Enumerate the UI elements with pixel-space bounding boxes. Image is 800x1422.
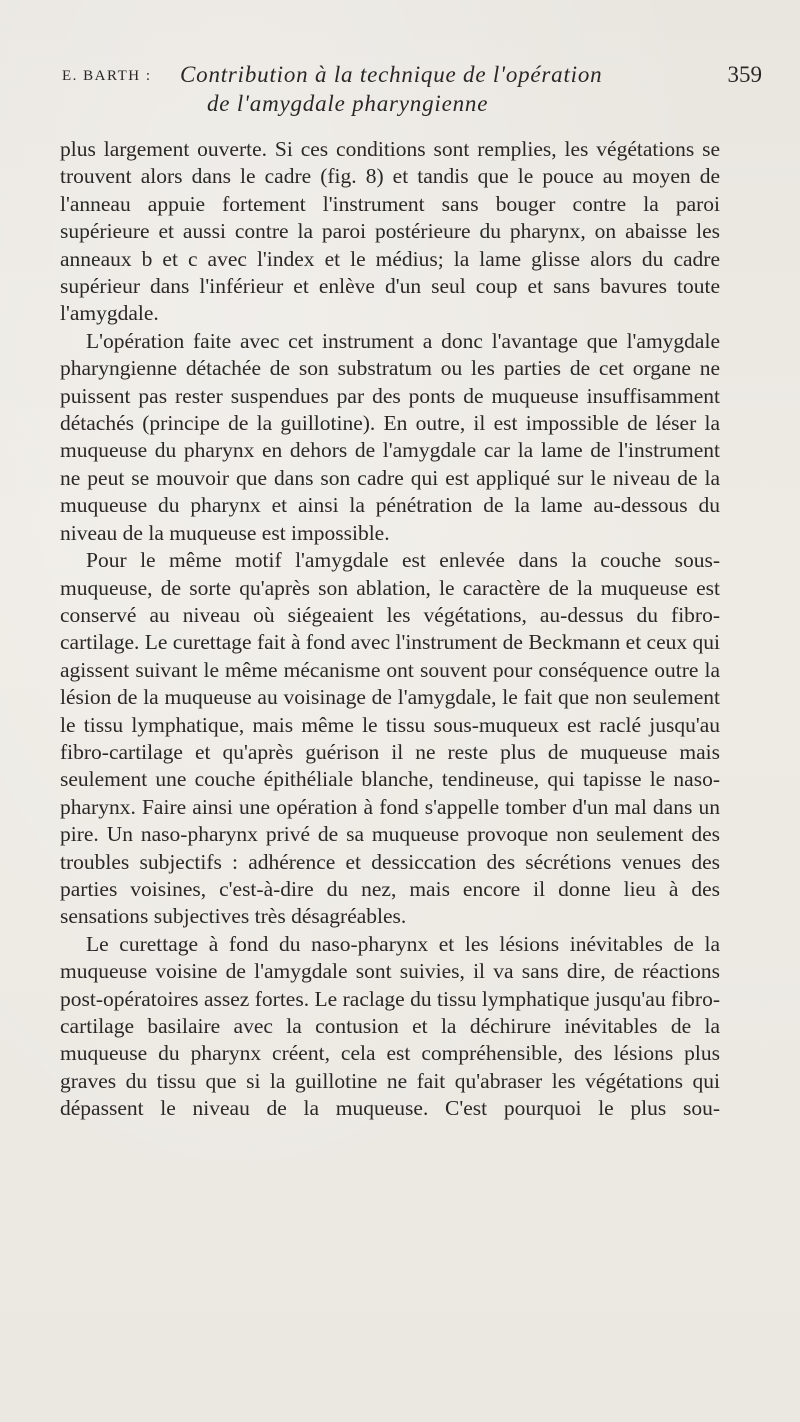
author-name: E. BARTH : xyxy=(62,68,152,84)
paragraph: Pour le même motif l'amygdale est enlevée dans la couche sous-muqueuse, de sorte qu'après son ablation, le caractère de la muqueuse est conservé au niveau où siégeaient les végétations, au-dessus du fibro-cartilage. Le curettage fait à fond avec l'instrument de Beckmann et ceux qui agissent suivant le même mécanisme ont souvent pour conséquence outre la lésion de la muqueuse au voisinage de l'amygdale, le fait que non seulement le tissu lymphatique, mais même le tissu sous-muqueux est raclé jusqu'au fibro-cartilage et qu'après guérison il ne reste plus de muqueuse mais seulement une couche épithéliale blanche, tendineuse, qui tapisse le naso-pharynx. Faire ainsi une opération à fond s'appelle tomber d'un mal dans un pire. Un naso-pharynx privé de sa muqueuse provoque non seulement des troubles subjectifs : adhérence et dessiccation des sécrétions venues des parties voisines, c'est-à-dire du nez, mais encore il donne lieu à des sensations subjectives très désagréables. xyxy=(60,548,720,929)
running-title-line-2: de l'amygdale pharyngienne xyxy=(207,91,489,116)
body-text xyxy=(60,136,720,1123)
running-header xyxy=(62,62,762,116)
header-line-1 xyxy=(62,62,762,92)
page-number: 359 xyxy=(727,62,762,87)
paragraph: plus largement ouverte. Si ces conditions sont remplies, les végétations se trouvent alors dans le cadre (fig. 8) et tandis que le pouce au moyen de l'anneau appuie fortement l'instrument sans bouger contre la paroi supérieure et aussi contre la paroi postérieure du pharynx, on abaisse les anneaux b et c avec l'index et le médius; la lame glisse alors du cadre supérieur dans l'inférieur et enlève d'un seul coup et sans bavures toute l'amygdale. xyxy=(60,137,720,326)
running-title-line-1: Contribution à la technique de l'opération xyxy=(180,62,603,87)
paragraph: L'opération faite avec cet instrument a donc l'avantage que l'amygdale pharyngienne détachée de son substratum ou les parties de cet organe ne puissent pas rester suspendues par des ponts de muqueuse insuffisamment détachés (principe de la guillotine). En outre, il est impossible de léser la muqueuse du pharynx en dehors de l'amygdale car la lame de l'instrument ne peut se mouvoir que dans son cadre qui est appliqué sur le niveau de la muqueuse du pharynx et ainsi la pénétration de la lame au-dessous du niveau de la muqueuse est impossible. xyxy=(60,328,720,545)
paragraph: Le curettage à fond du naso-pharynx et les lésions inévitables de la muqueuse voisine de l'amygdale sont suivies, il va sans dire, de réactions post-opératoires assez fortes. Le raclage du tissu lymphatique jusqu'au fibro-cartilage basilaire avec la contusion et la déchirure inévitables de la muqueuse du pharynx créent, cela est compréhensible, des lésions plus graves du tissu que si la guillotine ne fait qu'abraser les végétations qui dépassent le niveau de la muqueuse. C'est pourquoi le plus sou- xyxy=(60,931,720,1121)
